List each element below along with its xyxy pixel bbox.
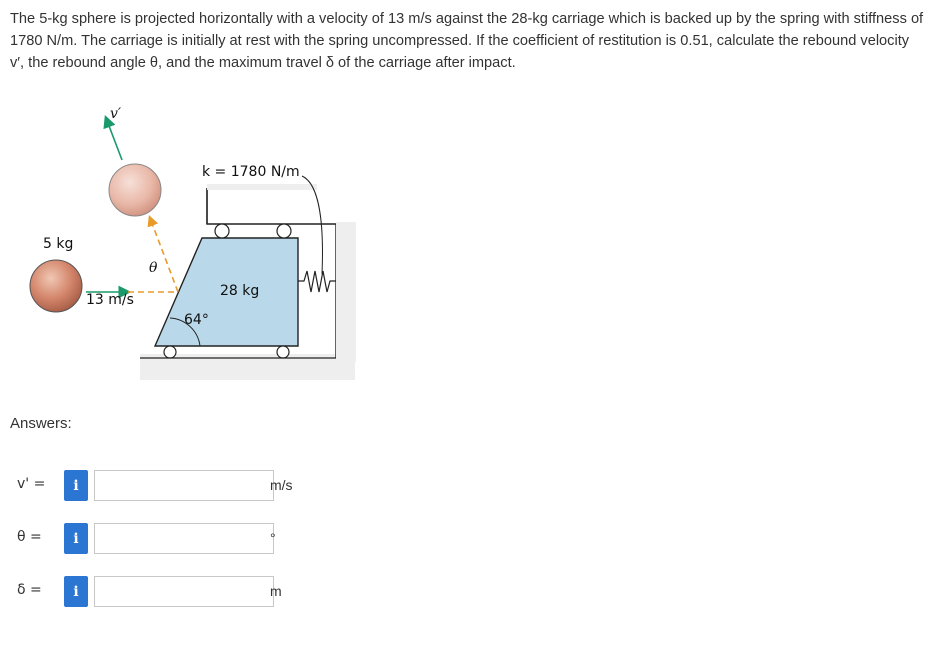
rebound-velocity-arrow	[106, 118, 122, 160]
max-travel-input[interactable]	[94, 576, 274, 607]
answers-heading: Answers:	[10, 415, 72, 432]
incline-angle-label: 64°	[184, 312, 209, 328]
answer-label: v' =	[17, 476, 46, 492]
wall-shade	[336, 222, 356, 362]
problem-statement: The 5-kg sphere is projected horizontally with a velocity of 13 m/s against the 28-kg carriage which is backed up by the spring with stiffness of 1780 N/m. The carriage is initially at rest with the spring uncompressed. If the coefficient of restitution is 0.51, calculate the rebound velocity v′, the rebound angle θ, and the maximum travel δ of the carriage after impact.	[10, 11, 924, 71]
info-icon[interactable]: i	[64, 470, 88, 501]
sphere-mass-label: 5 kg	[43, 236, 74, 252]
info-icon[interactable]: i	[64, 576, 88, 607]
answer-row-max-travel	[0, 574, 937, 608]
problem-figure	[0, 96, 360, 386]
unit-label: °	[270, 530, 276, 546]
velocity-label: 13 m/s	[86, 292, 134, 308]
spring-stiffness-label: k = 1780 N/m	[202, 164, 300, 180]
rebound-velocity-input[interactable]	[94, 470, 274, 501]
lower-wheel-left	[164, 346, 176, 358]
rebound-path	[150, 218, 178, 292]
answer-label: δ =	[17, 582, 42, 598]
upper-wheel-right	[277, 224, 291, 238]
lower-wheel-right	[277, 346, 289, 358]
answer-row-rebound-angle	[0, 521, 937, 555]
answer-row-rebound-velocity	[0, 468, 937, 502]
upper-wheel-left	[215, 224, 229, 238]
rebound-velocity-label: v′	[110, 106, 122, 122]
sphere-rebound	[109, 164, 161, 216]
sphere-incoming	[30, 260, 82, 312]
answer-label: θ =	[17, 529, 42, 545]
theta-label: θ	[149, 260, 158, 276]
carriage-mass-label: 28 kg	[220, 283, 260, 299]
spring	[298, 271, 336, 292]
unit-label: m/s	[270, 477, 293, 493]
unit-label: m	[270, 583, 282, 599]
spring-leader-line	[302, 176, 322, 274]
rebound-angle-input[interactable]	[94, 523, 274, 554]
info-icon[interactable]: i	[64, 523, 88, 554]
